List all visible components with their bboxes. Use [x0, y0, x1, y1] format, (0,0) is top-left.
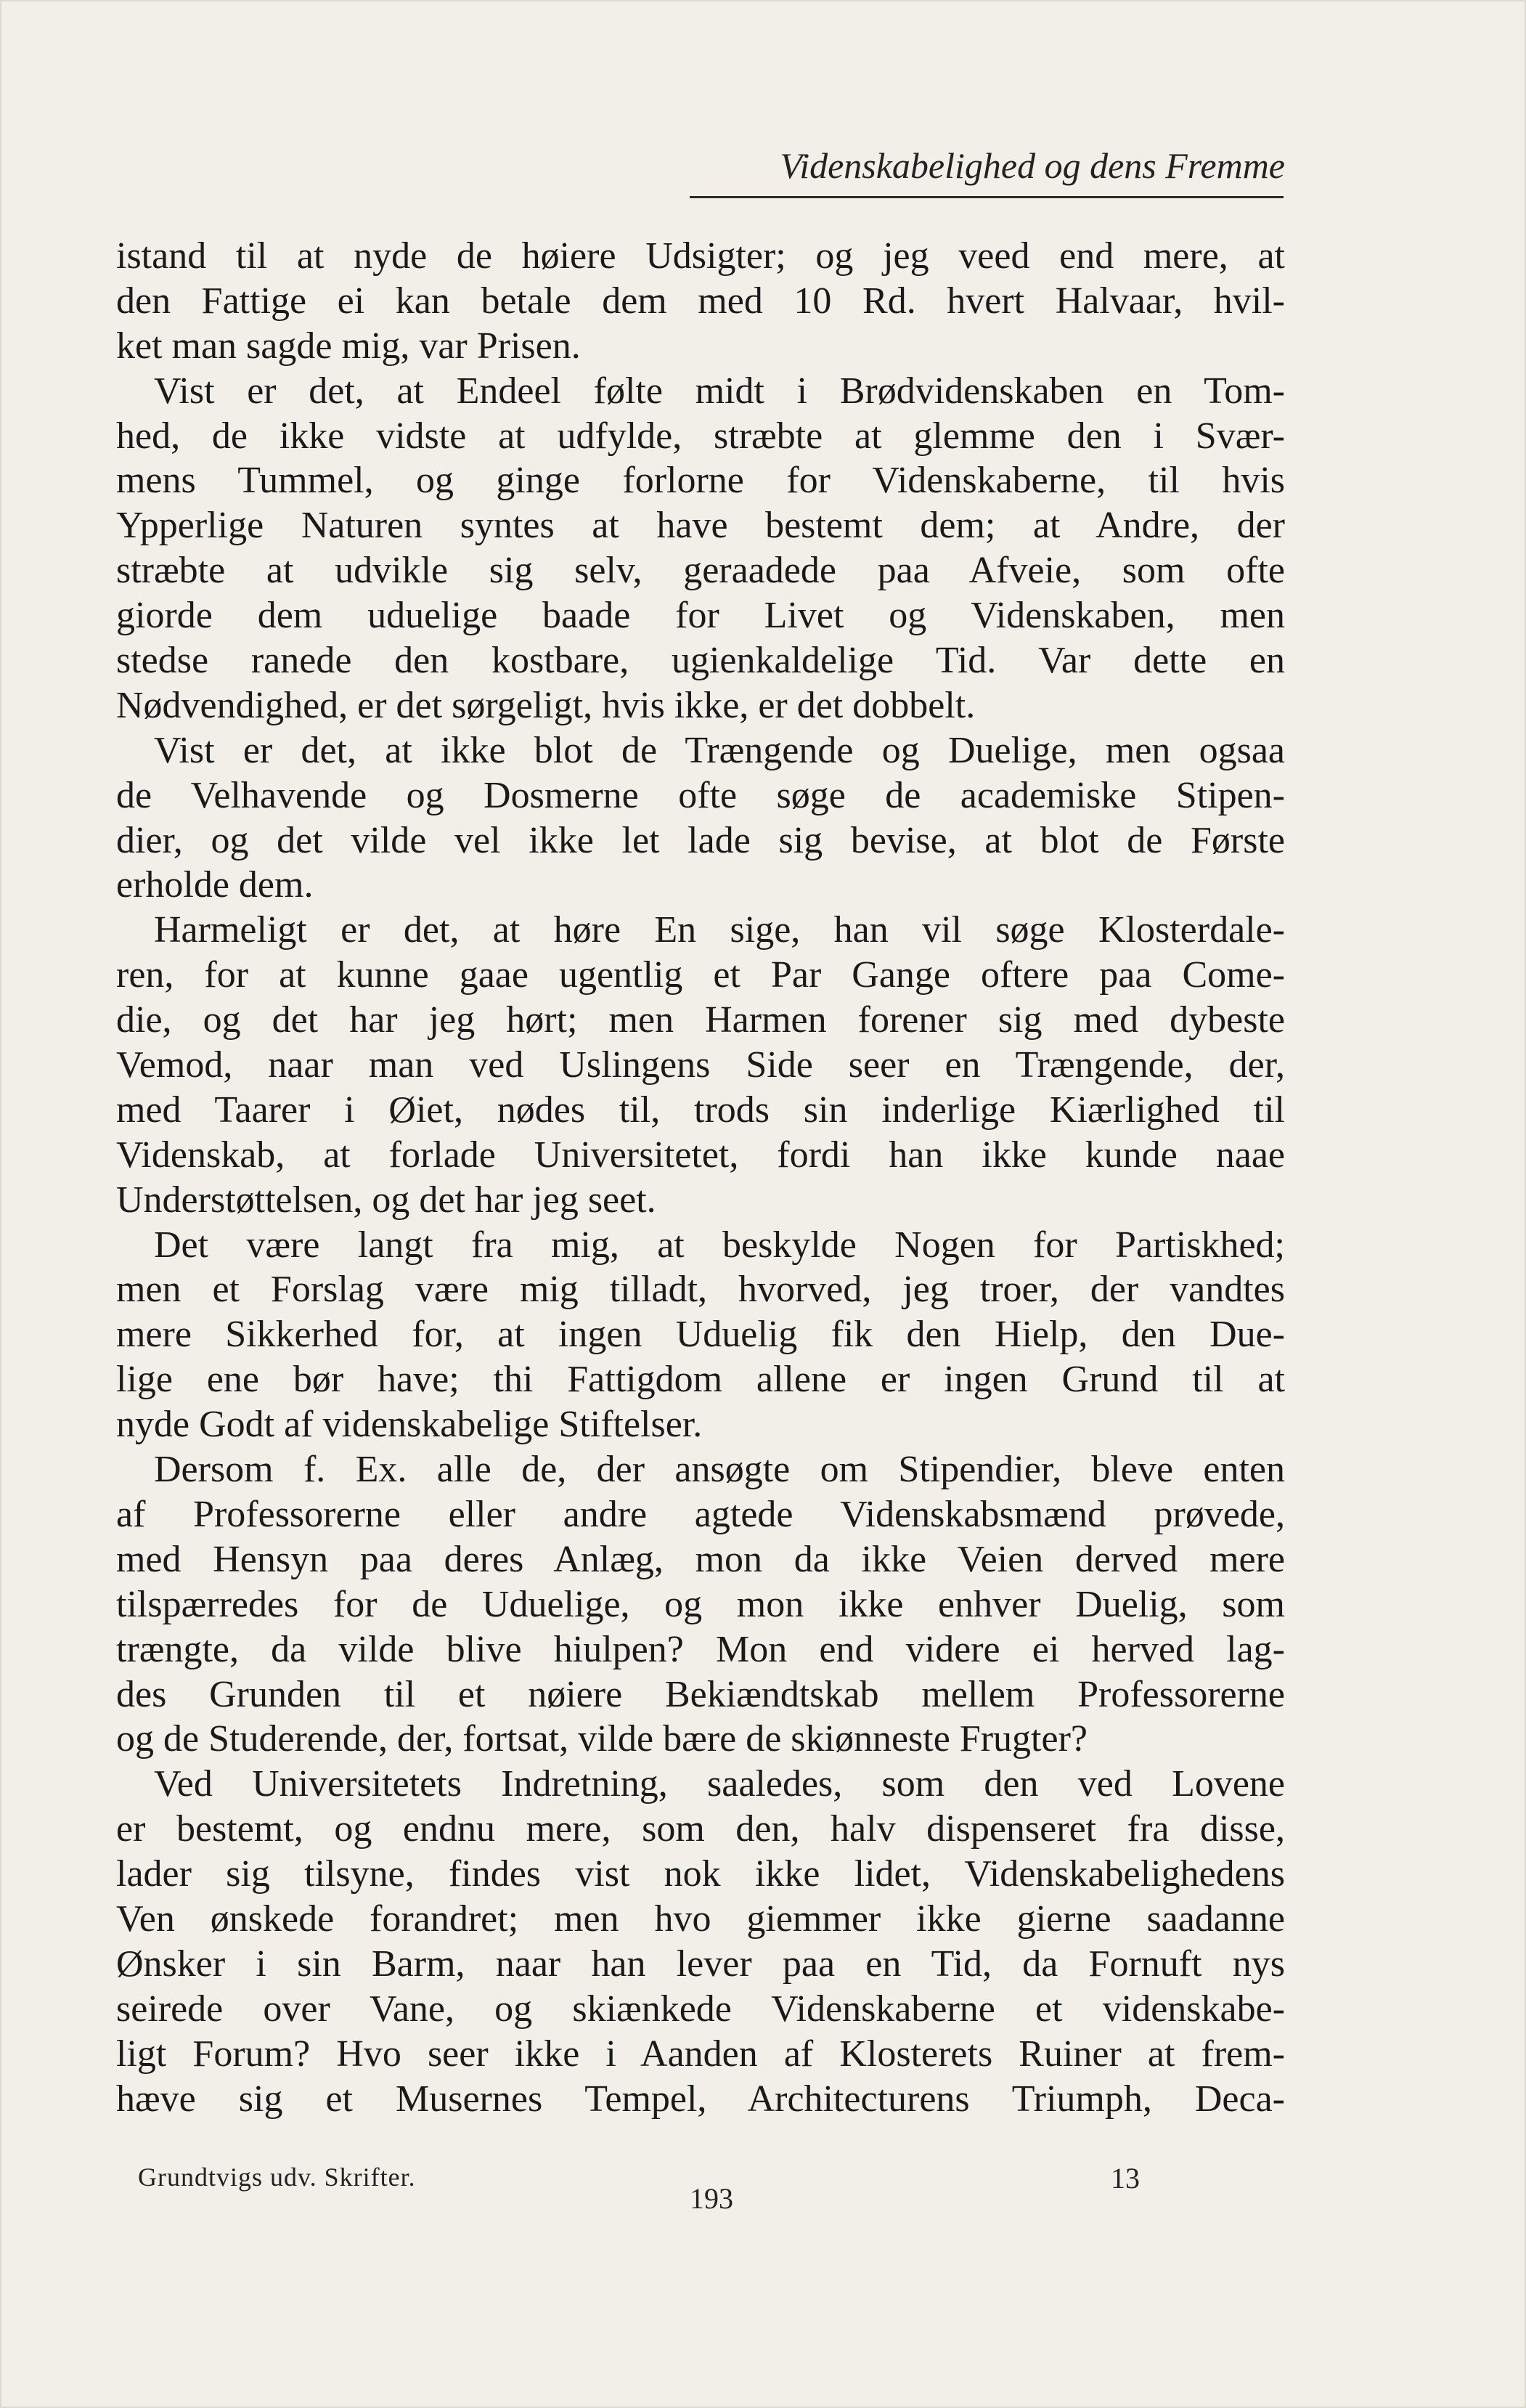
text-line: Dersom f. Ex. alle de, der ansøgte om Stipendier, bleve enten [154, 1449, 1285, 1491]
text-line: hæve sig et Musernes Tempel, Architecturens Triumph, Deca- [116, 2078, 1285, 2120]
text-line: istand til at nyde de høiere Udsigter; og jeg veed end mere, at [116, 235, 1285, 277]
page-number: 193 [690, 2182, 733, 2215]
text-line: med Hensyn paa deres Anlæg, mon da ikke Veien derved mere [116, 1538, 1285, 1580]
body-text [116, 234, 1285, 2121]
text-line: Ønsker i sin Barm, naar han lever paa en Tid, da Fornuft nys [116, 1943, 1285, 1985]
text-line: men et Forslag være mig tilladt, hvorved, jeg troer, der vandtes [116, 1269, 1285, 1311]
text-line: nyde Godt af videnskabelige Stiftelser. [116, 1404, 703, 1446]
running-title: Videnskabelighed og dens Fremme [780, 145, 1285, 186]
text-line: des Grunden til et nøiere Bekiændtskab mellem Professorerne [116, 1673, 1285, 1715]
text-line: Ved Universitetets Indretning, saaledes, som den ved Lovene [154, 1763, 1285, 1805]
text-line: mere Sikkerhed for, at ingen Uduelig fik den Hielp, den Due- [116, 1314, 1285, 1356]
text-line: giorde dem uduelige baade for Livet og Videnskaben, men [116, 595, 1285, 637]
text-line: Understøttelsen, og det har jeg seet. [116, 1179, 656, 1221]
text-line: stedse ranede den kostbare, ugienkaldelige Tid. Var dette en [116, 640, 1285, 682]
text-line: Vist er det, at ikke blot de Trængende og Duelige, men ogsaa [154, 729, 1285, 771]
text-line: die, og det har jeg hørt; men Harmen forener sig med dybeste [116, 999, 1285, 1041]
text-line: erholde dem. [116, 864, 314, 906]
text-line: med Taarer i Øiet, nødes til, trods sin inderlige Kiærlighed til [116, 1089, 1285, 1131]
text-line: af Professorerne eller andre agtede Videnskabsmænd prøvede, [116, 1493, 1285, 1535]
text-line: og de Studerende, der, fortsat, vilde bære de skiønneste Frugter? [116, 1718, 1088, 1760]
text-line: Videnskab, at forlade Universitetet, fordi han ikke kunde naae [116, 1134, 1285, 1176]
text-line: de Velhavende og Dosmerne ofte søge de academiske Stipen- [116, 774, 1285, 816]
text-line: Ven ønskede forandret; men hvo giemmer ikke gierne saadanne [116, 1897, 1285, 1940]
sheet-number: 13 [1111, 2162, 1140, 2195]
text-line: lige ene bør have; thi Fattigdom allene er ingen Grund til at [116, 1359, 1285, 1401]
text-line: tilspærredes for de Uduelige, og mon ikke enhver Duelig, som [116, 1583, 1285, 1625]
text-line: den Fattige ei kan betale dem med 10 Rd. hvert Halvaar, hvil- [116, 280, 1285, 322]
text-line: Det være langt fra mig, at beskylde Nogen for Partiskhed; [154, 1224, 1285, 1266]
text-line: mens Tummel, og ginge forlorne for Videnskaberne, til hvis [116, 460, 1285, 502]
text-line: dier, og det vilde vel ikke let lade sig bevise, at blot de Første [116, 819, 1285, 861]
header-rule [690, 196, 1284, 198]
text-line: Nødvendighed, er det sørgeligt, hvis ikke, er det dobbelt. [116, 684, 976, 726]
text-line: trængte, da vilde blive hiulpen? Mon end videre ei herved lag- [116, 1628, 1285, 1670]
text-line: Harmeligt er det, at høre En sige, han vil søge Klosterdale- [154, 909, 1285, 951]
text-line: ket man sagde mig, var Prisen. [116, 325, 581, 367]
text-line: ligt Forum? Hvo seer ikke i Aanden af Klosterets Ruiner at frem- [116, 2033, 1285, 2075]
text-line: seirede over Vane, og skiænkede Videnskaberne et videnskabe- [116, 1988, 1285, 2030]
text-line: stræbte at udvikle sig selv, geraadede paa Afveie, som ofte [116, 550, 1285, 592]
footer-signature: Grundtvigs udv. Skrifter. [138, 2163, 416, 2192]
text-line: er bestemt, og endnu mere, som den, halv dispenseret fra disse, [116, 1808, 1285, 1850]
text-line: ren, for at kunne gaae ugentlig et Par Gange oftere paa Come- [116, 954, 1285, 996]
text-line: hed, de ikke vidste at udfylde, stræbte at glemme den i Svær- [116, 415, 1285, 457]
text-line: lader sig tilsyne, findes vist nok ikke lidet, Videnskabelighedens [116, 1853, 1285, 1895]
text-line: Vemod, naar man ved Uslingens Side seer en Trængende, der, [116, 1044, 1285, 1086]
text-line: Vist er det, at Endeel følte midt i Brødvidenskaben en Tom- [154, 370, 1285, 412]
text-line: Ypperlige Naturen syntes at have bestemt dem; at Andre, der [116, 505, 1285, 547]
